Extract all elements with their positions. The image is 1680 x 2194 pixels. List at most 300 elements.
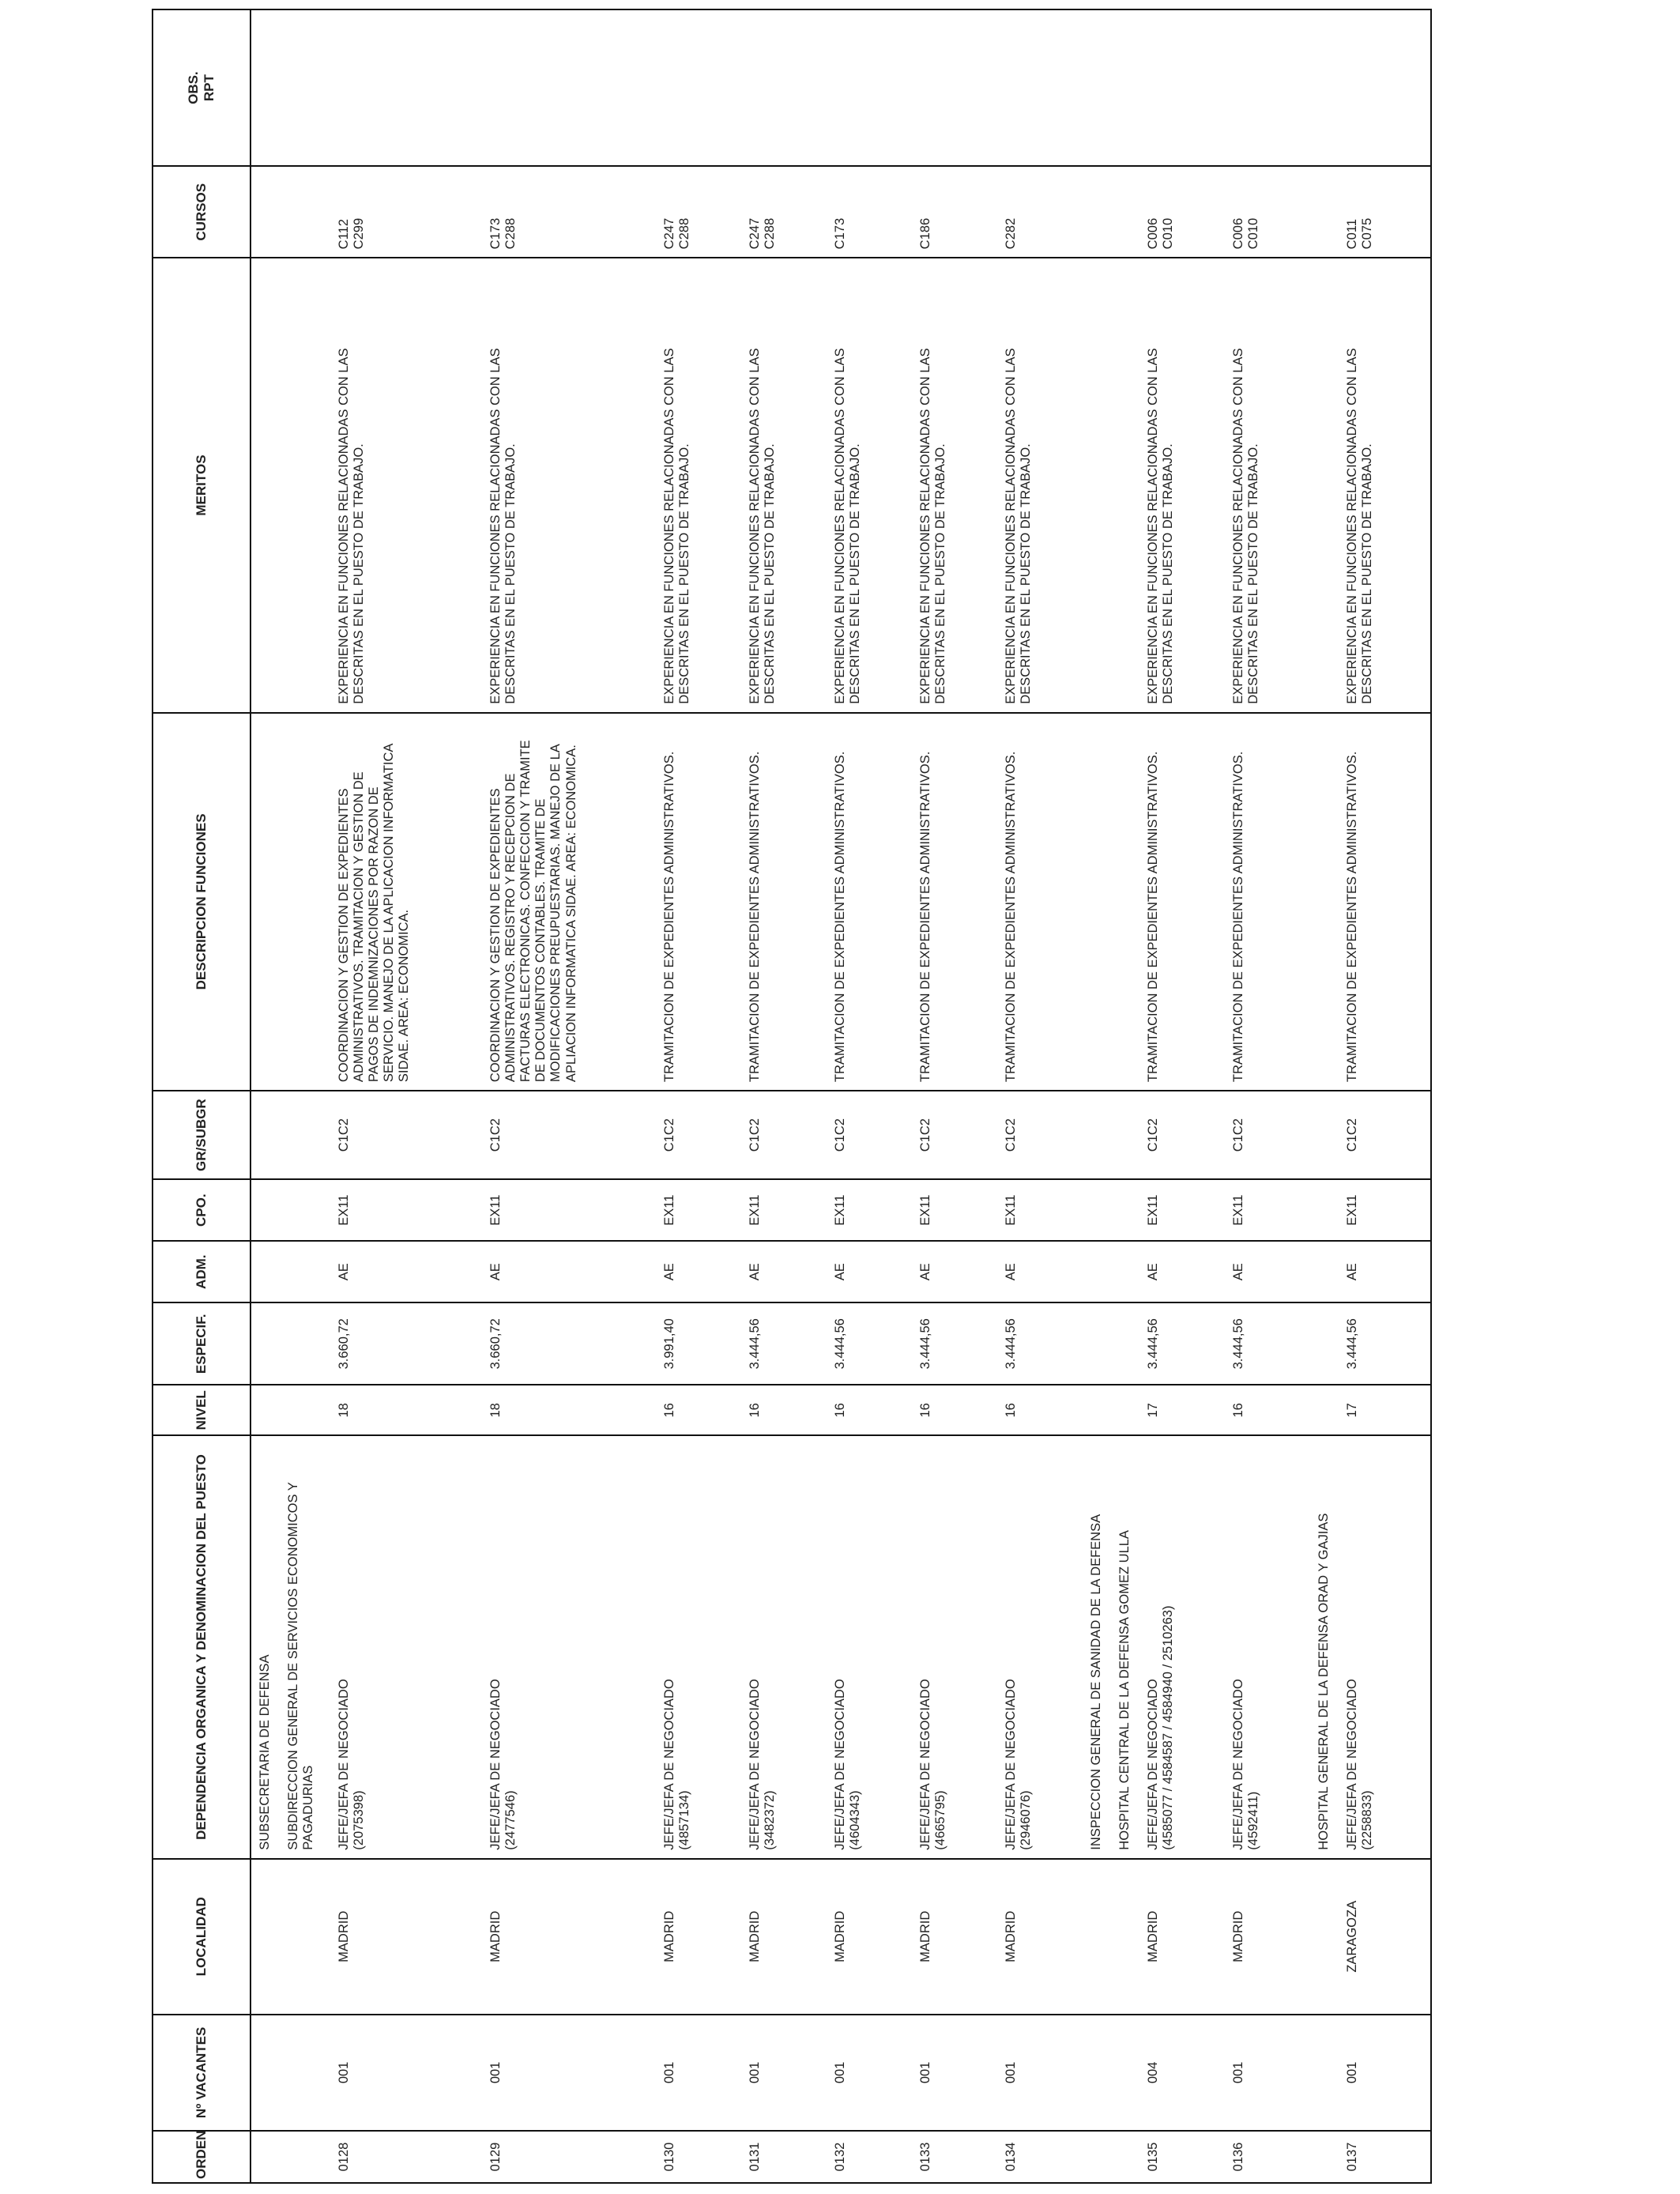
cell-meritos: [337, 258, 447, 712]
cell-vacantes: 001: [662, 2015, 706, 2131]
section-row: [1317, 9, 1339, 2183]
empty-cell: [258, 9, 280, 166]
gap-cell: [1388, 258, 1430, 712]
header-adm: ADM.: [153, 1241, 250, 1302]
cell-cursos: [337, 166, 447, 258]
cell-adm: AE: [1004, 1241, 1048, 1302]
spacer-cell: [1339, 1179, 1345, 1241]
cell-descripcion: TRAMITACION DE EXPEDIENTES ADMINISTRATIVOS.: [833, 713, 877, 1091]
gap-cell: [1190, 258, 1231, 712]
cell-meritos: [1231, 258, 1275, 712]
row-gap: [1388, 9, 1430, 2183]
filler-cell: [1430, 1091, 1431, 1179]
text-line: DESCRITAS EN EL PUESTO DE TRABAJO.: [1160, 443, 1175, 704]
text-line: C288: [676, 217, 691, 250]
cell-localidad: MADRID: [662, 1859, 706, 2015]
text-line: COORDINACION Y GESTION DE EXPEDIENTES: [336, 788, 351, 1083]
cell-adm: AE: [1146, 1241, 1190, 1302]
gap-cell: [962, 258, 1004, 712]
gap-cell: [1275, 713, 1317, 1091]
cell-cursos: [748, 166, 792, 258]
cell-cursos: C186: [918, 166, 962, 258]
empty-cell: [1089, 1859, 1111, 2015]
spacer-cell: [330, 1241, 337, 1302]
spacer-cell: [280, 1091, 286, 1179]
text-line: SUBDIRECCION GENERAL DE SERVICIOS ECONOMICOS Y: [285, 1482, 300, 1850]
cell-obs-rpt: [1146, 9, 1190, 166]
text-line: DESCRITAS EN EL PUESTO DE TRABAJO.: [1018, 443, 1033, 704]
gap-cell: [621, 9, 662, 166]
text-line: DESCRITAS EN EL PUESTO DE TRABAJO.: [847, 443, 862, 704]
cell-orden: 0134: [1004, 2131, 1048, 2183]
cell-vacantes: 001: [337, 2015, 447, 2131]
cell-obs-rpt: [748, 9, 792, 166]
text-line: DESCRITAS EN EL PUESTO DE TRABAJO.: [676, 443, 691, 704]
cell-especif: 3.660,72: [337, 1302, 447, 1385]
text-line: ADMINISTRATIVOS. TRAMITACION Y GESTION DE: [352, 771, 367, 1083]
spacer-cell: [250, 9, 258, 166]
empty-cell: [1089, 166, 1111, 258]
gap-cell: [792, 1241, 833, 1302]
cell-nivel: 16: [833, 1385, 877, 1435]
text-line: C247: [661, 217, 676, 250]
filler-cell: [1430, 2015, 1431, 2131]
cell-orden: 0130: [662, 2131, 706, 2183]
spacer-cell: [250, 1179, 258, 1241]
empty-cell: [1317, 1091, 1339, 1179]
cell-vacantes: 001: [748, 2015, 792, 2131]
spacer-cell: [280, 1385, 286, 1435]
gap-cell: [447, 1859, 488, 2015]
empty-cell: [258, 1302, 280, 1385]
gap-cell: [792, 2015, 833, 2131]
text-line: C299: [352, 217, 367, 250]
gap-cell: [1048, 166, 1089, 258]
gap-cell: [1388, 1302, 1430, 1385]
spacer-cell: [280, 713, 286, 1091]
spacer-cell: [330, 1091, 337, 1179]
cell-obs-rpt: [488, 9, 621, 166]
gap-cell: [621, 258, 662, 712]
section-row: [1089, 9, 1111, 2183]
empty-cell: [286, 713, 330, 1091]
gap-cell: [706, 1179, 748, 1241]
cell-puesto: [662, 1435, 706, 1858]
gap-cell: [706, 2015, 748, 2131]
spacer-cell: [1111, 166, 1117, 258]
cell-meritos: [1146, 258, 1190, 712]
cell-obs-rpt: [1231, 9, 1275, 166]
spacer-cell: [1339, 166, 1345, 258]
spacer-cell: [330, 9, 337, 166]
gap-cell: [877, 9, 918, 166]
text-line: HOSPITAL CENTRAL DE LA DEFENSA GOMEZ ULLA: [1117, 1530, 1132, 1850]
cell-especif: 3.444,56: [918, 1302, 962, 1385]
cell-nivel: 16: [918, 1385, 962, 1435]
spacer-cell: [280, 1302, 286, 1385]
text-line: JEFE/JEFA DE NEGOCIADO: [1344, 1679, 1359, 1850]
cell-localidad: MADRID: [337, 1859, 447, 2015]
gap-cell: [962, 1091, 1004, 1179]
section-heading: [1089, 1435, 1111, 1858]
text-line: EXPERIENCIA EN FUNCIONES RELACIONADAS CON LAS: [661, 348, 676, 704]
spacer-cell: [280, 1241, 286, 1302]
text-line: EXPERIENCIA EN FUNCIONES RELACIONADAS CON LAS: [1230, 348, 1245, 704]
spacer-cell: [330, 1385, 337, 1435]
gap-cell: [962, 713, 1004, 1091]
cell-cursos: [1231, 166, 1275, 258]
empty-cell: [1117, 9, 1139, 166]
table-row: [918, 9, 962, 2183]
empty-cell: [1117, 2131, 1139, 2183]
text-line: JEFE/JEFA DE NEGOCIADO: [747, 1679, 762, 1850]
gap-cell: [1190, 166, 1231, 258]
cell-grsubgr: C1C2: [1345, 1091, 1389, 1179]
spacer-cell: [280, 258, 286, 712]
empty-cell: [1089, 2131, 1111, 2183]
empty-cell: [1317, 1241, 1339, 1302]
gap-cell: [1190, 1302, 1231, 1385]
cell-nivel: 16: [1231, 1385, 1275, 1435]
text-line: INSPECCION GENERAL DE SANIDAD DE LA DEFENSA: [1088, 1514, 1103, 1850]
spacer-cell: [280, 2131, 286, 2183]
gap-cell: [962, 1435, 1004, 1858]
section-row: [286, 9, 330, 2183]
gap-cell: [1048, 1179, 1089, 1241]
spacer-cell: [330, 166, 337, 258]
gap-cell: [447, 1179, 488, 1241]
empty-cell: [1117, 713, 1139, 1091]
spacer-cell: [1339, 1859, 1345, 2015]
empty-cell: [286, 1091, 330, 1179]
cell-adm: AE: [918, 1241, 962, 1302]
gap-cell: [706, 258, 748, 712]
spacer-cell: [1339, 1091, 1345, 1179]
spacer-cell: [1339, 2015, 1345, 2131]
cell-descripcion: TRAMITACION DE EXPEDIENTES ADMINISTRATIVOS.: [1004, 713, 1048, 1091]
cell-puesto: [918, 1435, 962, 1858]
spacer-cell: [1339, 1385, 1345, 1435]
cell-cpo: EX11: [1231, 1179, 1275, 1241]
cell-orden: 0129: [488, 2131, 621, 2183]
spacer-cell: [250, 1859, 258, 2015]
filler-cell: [1430, 1859, 1431, 2015]
spacer-cell: [1139, 1091, 1146, 1179]
header-orden: ORDEN: [153, 2131, 250, 2183]
empty-cell: [1317, 258, 1339, 712]
cell-orden: 0136: [1231, 2131, 1275, 2183]
gap-cell: [962, 166, 1004, 258]
empty-cell: [286, 1859, 330, 2015]
text-line: (4592411): [1245, 1791, 1260, 1850]
cell-nivel: 16: [748, 1385, 792, 1435]
gap-cell: [877, 1179, 918, 1241]
empty-cell: [1317, 1385, 1339, 1435]
text-line: (2258833): [1359, 1790, 1374, 1850]
empty-cell: [286, 166, 330, 258]
text-line: EXPERIENCIA EN FUNCIONES RELACIONADAS CON LAS: [917, 348, 932, 704]
empty-cell: [258, 1091, 280, 1179]
gap-cell: [1048, 1859, 1089, 2015]
header-grsubgr: GR/SUBGR: [153, 1091, 250, 1179]
text-line: JEFE/JEFA DE NEGOCIADO: [488, 1679, 503, 1850]
gap-cell: [447, 1091, 488, 1179]
text-line: C288: [503, 217, 518, 250]
empty-cell: [1117, 1091, 1139, 1179]
gap-cell: [706, 1091, 748, 1179]
empty-cell: [258, 2015, 280, 2131]
gap-cell: [1388, 1859, 1430, 2015]
text-line: C006: [1230, 217, 1245, 250]
spacer-cell: [1111, 1302, 1117, 1385]
row-gap: [706, 9, 748, 2183]
filler-cell: [1430, 1435, 1431, 1858]
empty-cell: [1089, 1179, 1111, 1241]
empty-cell: [258, 1241, 280, 1302]
gap-cell: [447, 713, 488, 1091]
cell-orden: 0135: [1146, 2131, 1190, 2183]
gap-cell: [1190, 1179, 1231, 1241]
spacer-cell: [250, 1091, 258, 1179]
cell-descripcion: TRAMITACION DE EXPEDIENTES ADMINISTRATIVOS.: [918, 713, 962, 1091]
text-line: (4857134): [676, 1790, 691, 1850]
cell-adm: AE: [1231, 1241, 1275, 1302]
table-row: [1345, 9, 1389, 2183]
gap-cell: [1388, 1091, 1430, 1179]
gap-cell: [621, 2015, 662, 2131]
cell-nivel: 17: [1146, 1385, 1190, 1435]
spacer-cell: [330, 2015, 337, 2131]
vacancies-table: [152, 9, 1432, 2184]
cell-orden: 0133: [918, 2131, 962, 2183]
spacer-cell: [1139, 1385, 1146, 1435]
text-line: EXPERIENCIA EN FUNCIONES RELACIONADAS CON LAS: [488, 348, 503, 704]
gap-cell: [792, 1435, 833, 1858]
spacer-cell: [330, 1302, 337, 1385]
text-line: C173: [488, 217, 503, 250]
spacer-row: [280, 9, 286, 2183]
cell-cursos: [662, 166, 706, 258]
gap-cell: [1275, 258, 1317, 712]
cell-puesto: [337, 1435, 447, 1858]
table-row: [337, 9, 447, 2183]
table-row: [488, 9, 621, 2183]
header-obs-line2: RPT: [202, 74, 217, 102]
filler-cell: [1430, 1385, 1431, 1435]
cell-localidad: ZARAGOZA: [1345, 1859, 1389, 2015]
text-line: JEFE/JEFA DE NEGOCIADO: [336, 1679, 351, 1850]
cell-cpo: EX11: [1004, 1179, 1048, 1241]
gap-cell: [1388, 9, 1430, 166]
table-header-row: [153, 9, 250, 2183]
gap-cell: [706, 166, 748, 258]
gap-cell: [792, 1859, 833, 2015]
cell-meritos: [748, 258, 792, 712]
spacer-cell: [1139, 166, 1146, 258]
filler-row: [1430, 9, 1431, 2183]
spacer-cell: [1339, 2131, 1345, 2183]
header-nivel: NIVEL: [153, 1385, 250, 1435]
gap-cell: [877, 1091, 918, 1179]
cell-descripcion: TRAMITACION DE EXPEDIENTES ADMINISTRATIVOS.: [662, 713, 706, 1091]
gap-cell: [1275, 166, 1317, 258]
cell-descripcion: TRAMITACION DE EXPEDIENTES ADMINISTRATIVOS.: [748, 713, 792, 1091]
cell-grsubgr: C1C2: [748, 1091, 792, 1179]
gap-cell: [447, 1385, 488, 1435]
gap-cell: [447, 1241, 488, 1302]
cell-cursos: [1345, 166, 1389, 258]
text-line: PAGADURIAS: [301, 1765, 316, 1850]
row-gap: [1190, 9, 1231, 2183]
gap-cell: [1190, 1385, 1231, 1435]
text-line: (4665795): [932, 1790, 947, 1850]
gap-cell: [1275, 1859, 1317, 2015]
cell-obs-rpt: [918, 9, 962, 166]
spacer-cell: [1111, 2131, 1117, 2183]
cell-obs-rpt: [1004, 9, 1048, 166]
gap-cell: [621, 1241, 662, 1302]
gap-cell: [1048, 9, 1089, 166]
spacer-row: [250, 9, 258, 2183]
gap-cell: [962, 2015, 1004, 2131]
spacer-cell: [1139, 1302, 1146, 1385]
section-heading: [286, 1435, 330, 1858]
row-gap: [621, 9, 662, 2183]
cell-adm: AE: [662, 1241, 706, 1302]
text-line: DESCRITAS EN EL PUESTO DE TRABAJO.: [1359, 443, 1374, 704]
empty-cell: [1317, 1859, 1339, 2015]
header-dependencia: DEPENDENCIA ORGANICA Y DENOMINACION DEL PUESTO: [153, 1435, 250, 1858]
cell-meritos: [1345, 258, 1389, 712]
text-line: (2075398): [352, 1790, 367, 1850]
cell-adm: AE: [833, 1241, 877, 1302]
cell-nivel: 17: [1345, 1385, 1389, 1435]
cell-especif: 3.444,56: [748, 1302, 792, 1385]
filler-cell: [1430, 166, 1431, 258]
cell-meritos: [488, 258, 621, 712]
cell-orden: 0131: [748, 2131, 792, 2183]
cell-puesto: [748, 1435, 792, 1858]
empty-cell: [1117, 258, 1139, 712]
row-gap: [1048, 9, 1089, 2183]
cell-orden: 0137: [1345, 2131, 1389, 2183]
cell-grsubgr: C1C2: [488, 1091, 621, 1179]
spacer-cell: [1139, 2015, 1146, 2131]
gap-cell: [877, 2131, 918, 2183]
gap-cell: [706, 713, 748, 1091]
header-obs-rpt: [153, 9, 250, 166]
empty-cell: [1317, 1302, 1339, 1385]
gap-cell: [962, 1385, 1004, 1435]
empty-cell: [286, 2131, 330, 2183]
cell-especif: 3.660,72: [488, 1302, 621, 1385]
empty-cell: [286, 1179, 330, 1241]
empty-cell: [1089, 1302, 1111, 1385]
text-line: JEFE/JEFA DE NEGOCIADO: [1230, 1679, 1245, 1850]
spacer-cell: [1111, 2015, 1117, 2131]
cell-puesto: [488, 1435, 621, 1858]
gap-cell: [1388, 2015, 1430, 2131]
cell-grsubgr: C1C2: [918, 1091, 962, 1179]
spacer-cell: [250, 1241, 258, 1302]
spacer-cell: [1111, 1179, 1117, 1241]
text-line: EXPERIENCIA EN FUNCIONES RELACIONADAS CON LAS: [1003, 348, 1018, 704]
spacer-cell: [1111, 258, 1117, 712]
cell-orden: 0128: [337, 2131, 447, 2183]
text-line: C112: [336, 219, 351, 250]
gap-cell: [877, 1385, 918, 1435]
spacer-cell: [1139, 1179, 1146, 1241]
gap-cell: [962, 2131, 1004, 2183]
empty-cell: [286, 1302, 330, 1385]
cell-grsubgr: C1C2: [1146, 1091, 1190, 1179]
gap-cell: [706, 1302, 748, 1385]
cell-meritos: [918, 258, 962, 712]
cell-vacantes: 004: [1146, 2015, 1190, 2131]
empty-cell: [1117, 166, 1139, 258]
spacer-cell: [1111, 1241, 1117, 1302]
spacer-cell: [1139, 258, 1146, 712]
cell-especif: 3.444,56: [1345, 1302, 1389, 1385]
empty-cell: [1117, 1385, 1139, 1435]
row-gap: [447, 9, 488, 2183]
gap-cell: [1190, 1435, 1231, 1858]
row-gap: [1275, 9, 1317, 2183]
table-row: [1231, 9, 1275, 2183]
cell-localidad: MADRID: [748, 1859, 792, 2015]
cell-cursos: [1146, 166, 1190, 258]
header-obs-line1: OBS.: [186, 71, 202, 104]
filler-cell: [1430, 1302, 1431, 1385]
gap-cell: [1190, 1859, 1231, 2015]
cell-vacantes: 001: [1345, 2015, 1389, 2131]
cell-especif: 3.444,56: [1231, 1302, 1275, 1385]
spacer-cell: [1339, 713, 1345, 1091]
text-line: (3482372): [762, 1790, 777, 1850]
spacer-cell: [250, 1385, 258, 1435]
gap-cell: [1275, 1435, 1317, 1858]
text-line: (4604343): [847, 1790, 862, 1850]
gap-cell: [1048, 2015, 1089, 2131]
gap-cell: [1048, 1435, 1089, 1858]
gap-cell: [1275, 1091, 1317, 1179]
gap-cell: [1190, 2015, 1231, 2131]
header-especif: ESPECIF.: [153, 1302, 250, 1385]
empty-cell: [1089, 258, 1111, 712]
gap-cell: [706, 9, 748, 166]
empty-cell: [286, 1385, 330, 1435]
gap-cell: [621, 1091, 662, 1179]
gap-cell: [447, 258, 488, 712]
gap-cell: [877, 166, 918, 258]
cell-descripcion: TRAMITACION DE EXPEDIENTES ADMINISTRATIVOS.: [1345, 713, 1389, 1091]
empty-cell: [1317, 2131, 1339, 2183]
spacer-cell: [330, 1435, 337, 1858]
text-line: ADMINISTRATIVOS. REGISTRO Y RECEPCION DE: [503, 773, 518, 1083]
spacer-cell: [1339, 1241, 1345, 1302]
spacer-cell: [250, 1302, 258, 1385]
text-line: DE DOCUMENTOS CONTABLES. TRAMITE DE: [533, 798, 548, 1083]
cell-cpo: EX11: [918, 1179, 962, 1241]
gap-cell: [1048, 1302, 1089, 1385]
empty-cell: [1117, 1179, 1139, 1241]
gap-cell: [792, 1385, 833, 1435]
empty-cell: [1089, 1091, 1111, 1179]
gap-cell: [877, 1859, 918, 2015]
spacer-cell: [1139, 2131, 1146, 2183]
cell-puesto: [1231, 1435, 1275, 1858]
gap-cell: [1275, 9, 1317, 166]
